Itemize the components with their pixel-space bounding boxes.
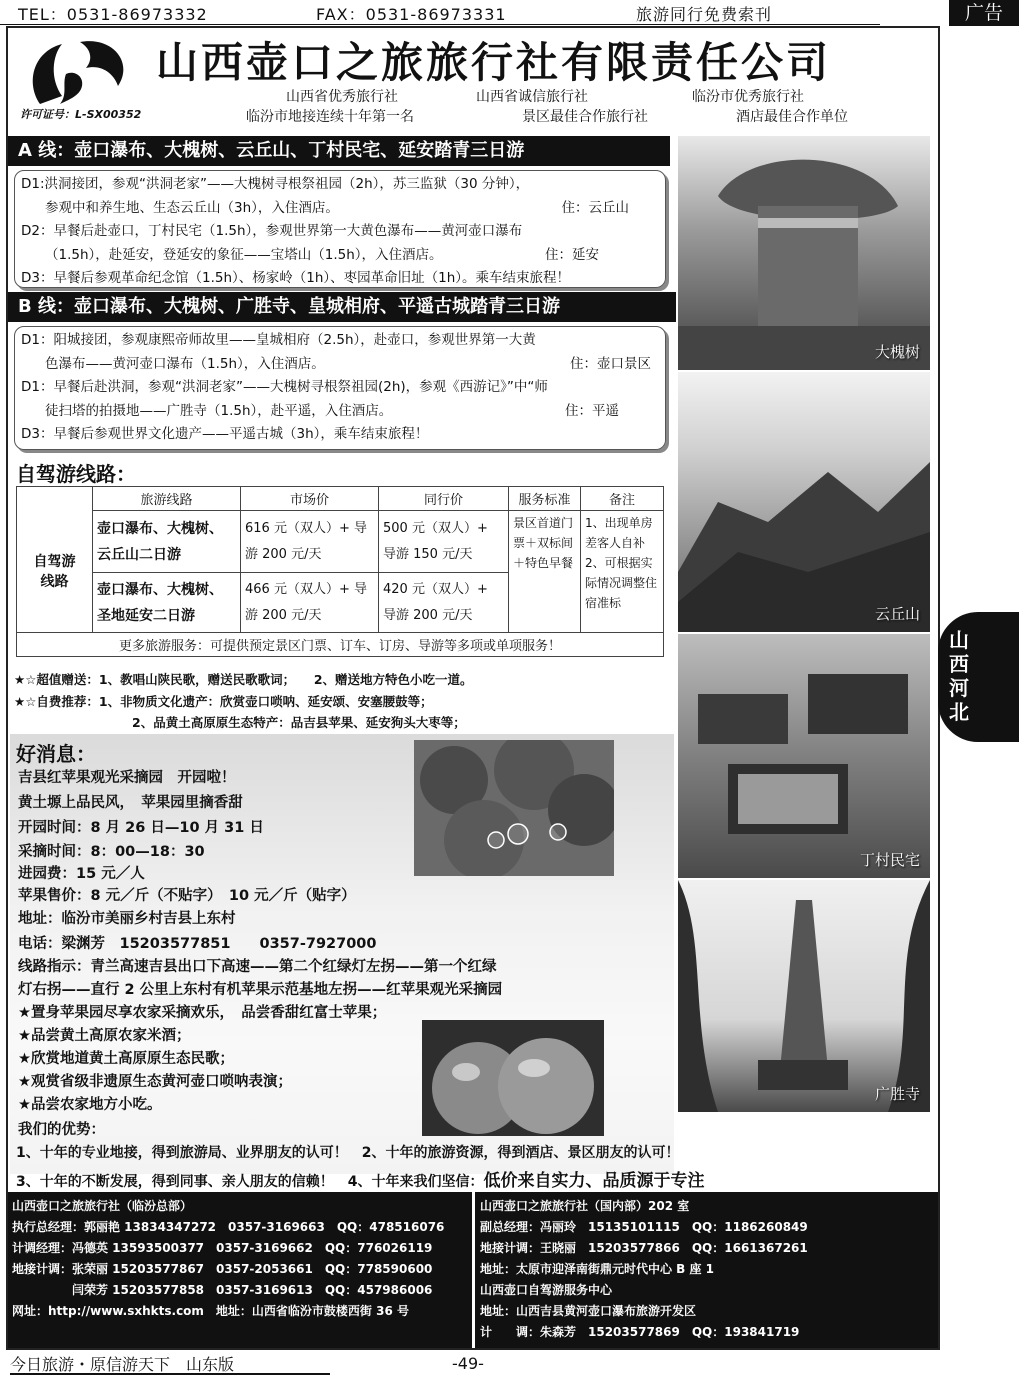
service-standard: 景区首道门票＋双标间＋特色早餐 [509,511,581,633]
row-label: 自驾游线路 [17,511,93,633]
selfdrive-title: 自驾游线路： [16,462,136,486]
news-line: ★品尝农家地方小吃。 [18,1097,162,1113]
gift-line: ★☆超值赠送：1、教唱山陕民歌，赠送民歌歌词； 2、赠送地方特色小吃一道。 [14,672,473,687]
route-cell: 壶口瀑布、大槐树、圣地延安二日游 [93,573,241,633]
col-header: 同行价 [379,487,509,511]
route-line: D3：早餐后参观革命纪念馆（1.5h）、杨家岭（1h）、枣园革命旧址（1h）。乘车结束旅程！ [21,270,571,286]
news-line: ★品尝黄土高原农家米酒； [18,1028,191,1044]
col-header: 市场价 [241,487,379,511]
news-line: 进园费：15 元／人 [18,866,145,882]
news-line: 黄土塬上品民风， 苹果园里摘香甜 [18,795,243,811]
photo-caption: 广胜寺 [874,1085,920,1103]
bottom-publication: 今日旅游・原信游天下 山东版 [10,1355,235,1374]
news-line: 电话：梁渊芳 15203577851 0357-7927000 [18,936,377,952]
news-line: 开园时间：8 月 26 日—10 月 31 日 [18,820,264,836]
bottom-rule [10,1373,330,1375]
footer-right: 山西壶口之旅旅行社（国内部）202 室 副总经理：冯丽玲 15135101115 QQ：1186260849 地接计调：王晓丽 15203577866 QQ：1661367261 地址：太原市迎泽南街鼎元时代中心 B 座 1 山西壶口自驾游服务中心 地址：山西吉县黄河壶口瀑布旅游开发区 计 调：朱森芳 15203577869 QQ：193841719 [480,1199,808,1339]
village-illustration [678,634,930,878]
route-line: 徒扫塔的拍摄地——广胜寺（1.5h），赴平遥，入住酒店。 住：平遥 [45,402,619,419]
photo-yunqiushan [678,372,930,632]
route-a-title: A 线：壶口瀑布、大槐树、云丘山、丁村民宅、延安踏青三日游 [8,136,670,166]
route-a-details [14,170,666,288]
col-header: 旅游线路 [93,487,241,511]
news-line: 采摘时间：8：00—18：30 [18,844,205,860]
gift-line: ★☆自费推荐：1、非物质文化遗产：欣赏壶口唢呐、延安颂、安塞腰鼓等； [14,694,433,709]
header-rule [0,24,880,25]
photo-guangshengsi [678,880,930,1112]
pagoda-illustration [678,880,930,1112]
news-title: 好消息： [16,742,96,766]
photo-caption: 大槐树 [874,343,920,361]
route-line: D1：早餐后赴洪洞，参观“洪洞老家”——大槐树寻根祭祖园(2h)，参观《西游记》”中“师 [21,379,548,395]
honor: 山西省优秀旅行社 [286,89,398,105]
photo-dahuaishu [678,136,930,370]
company-name: 山西壶口之旅旅行社有限责任公司 [156,38,832,87]
news-line: 苹果售价：8 元／斤（不贴字） 10 元／斤（贴字） [18,888,356,904]
honor: 临汾市优秀旅行社 [692,89,804,105]
publication: 旅游同行免费索刊 [636,5,773,24]
news-line: ★欣赏地道黄土高原原生态民歌； [18,1051,234,1067]
market-price: 616 元（双人）+ 导游 200 元/天 [241,511,379,573]
region-side-tab [938,612,1019,742]
route-line: D3：早餐后参观世界文化遗产——平遥古城（3h），乘车结束旅程！ [21,426,429,442]
route-line: D1:洪洞接团，参观“洪洞老家”——大槐树寻根祭祖园（2h），苏三监狱（30 分钟）， [21,176,530,192]
route-line: D1：阳城接团，参观康熙帝师故里——皇城相府（2.5h），赴壶口，参观世界第一大黄 [21,332,536,348]
news-line: 线路指示：青兰高速吉县出口下高速——第二个红绿灯左拐——第一个红绿 [18,959,497,975]
top-bar [0,0,1019,26]
photo-caption: 丁村民宅 [859,851,920,869]
route-cell: 壶口瀑布、大槐树、云丘山二日游 [93,511,241,573]
honor: 景区最佳合作旅行社 [522,109,648,125]
apple-orchard-photo [414,740,614,876]
route-line: 色瀑布——黄河壶口瀑布（1.5h），入住酒店。 住：壶口景区 [45,355,651,372]
footer-contacts [8,1192,938,1348]
col-header: 服务标准 [509,487,581,511]
mountain-illustration [678,372,930,632]
honor: 临汾市地接连续十年第一名 [246,109,414,125]
photo-dingcun [678,634,930,878]
photo-caption: 云丘山 [874,605,920,623]
tree-monument-illustration [678,136,930,370]
news-line: 吉县红苹果观光采摘园 开园啦！ [18,770,236,786]
news-line: 我们的优势： [18,1122,105,1138]
peer-price: 420 元（双人）+ 导游 200 元/天 [379,573,509,633]
selfdrive-table [16,486,664,657]
more-services: 更多旅游服务：可提供预定景区门票、订车、订房、导游等多项或单项服务！ [17,633,664,657]
remarks: 1、出现单房差客人自补 2、可根据实际情况调整住宿准标 [581,511,664,633]
news-line: ★置身苹果园尽享农家采摘欢乐， 品尝香甜红富士苹果； [18,1005,387,1021]
news-line: 灯右拐——直行 2 公里上东村有机苹果示范基地左拐——红苹果观光采摘园 [18,982,503,998]
news-line: ★观赏省级非遗原生态黄河壶口唢呐表演； [18,1074,292,1090]
fax: FAX：0531-86973331 [316,5,507,24]
honor: 酒店最佳合作单位 [736,109,848,125]
license-number: 许可证号：L-SX00352 [20,108,142,121]
advantage-line: 3、十年的不断发展，得到同事、亲人朋友的信赖！ 4、十年来我们坚信：低价来自实力、品质源于专注 [16,1171,705,1191]
footer-divider [472,1192,475,1348]
advantage-line: 1、十年的专业地接，得到旅游局、业界朋友的认可！ 2、十年的旅游资源，得到酒店、景区朋友的认可！ [16,1145,680,1161]
col-header: 备注 [581,487,664,511]
route-line: 参观中和养生地、生态云丘山（3h），入住酒店。 住：云丘山 [45,199,629,216]
market-price: 466 元（双人）+ 导游 200 元/天 [241,573,379,633]
tel: TEL：0531-86973332 [18,5,208,24]
gift-line: 2、品黄土高原原生态特产：品吉县苹果、延安狗头大枣等； [132,715,466,730]
ad-tag: 广告 [949,0,1019,26]
page-number: -49- [452,1354,484,1373]
honor: 山西省诚信旅行社 [476,89,588,105]
company-logo-icon [22,34,142,114]
route-line: （1.5h），赴延安，登延安的象征——宝塔山（1.5h），入住酒店。 住：延安 [45,246,599,263]
footer-left: 山西壶口之旅旅行社（临汾总部） 执行总经理：郭丽艳 13834347272 0357-3169663 QQ：478516076 计调经理：冯德英 13593500377 0357-3169662 QQ：776026119 地接计调：张荣丽 15203577867 0357-2053661 QQ：778590600 闫荣芳 15203577858 0357-3169613 QQ：457986006 网址：http://www.sxhkts.com 地址：山西省临汾市鼓楼西街 36 号 [12,1199,445,1318]
region-label: 山西河北 [949,628,969,724]
route-line: D2：早餐后赴壶口，丁村民宅（1.5h），参观世界第一大黄色瀑布——黄河壶口瀑布 [21,223,523,239]
news-line: 地址：临汾市美丽乡村吉县上东村 [18,911,236,927]
route-b-details [14,326,666,450]
peer-price: 500 元（双人）+ 导游 150 元/天 [379,511,509,573]
route-b-title: B 线：壶口瀑布、大槐树、广胜寺、皇城相府、平遥古城踏青三日游 [8,292,676,322]
apples-photo [422,1020,604,1136]
